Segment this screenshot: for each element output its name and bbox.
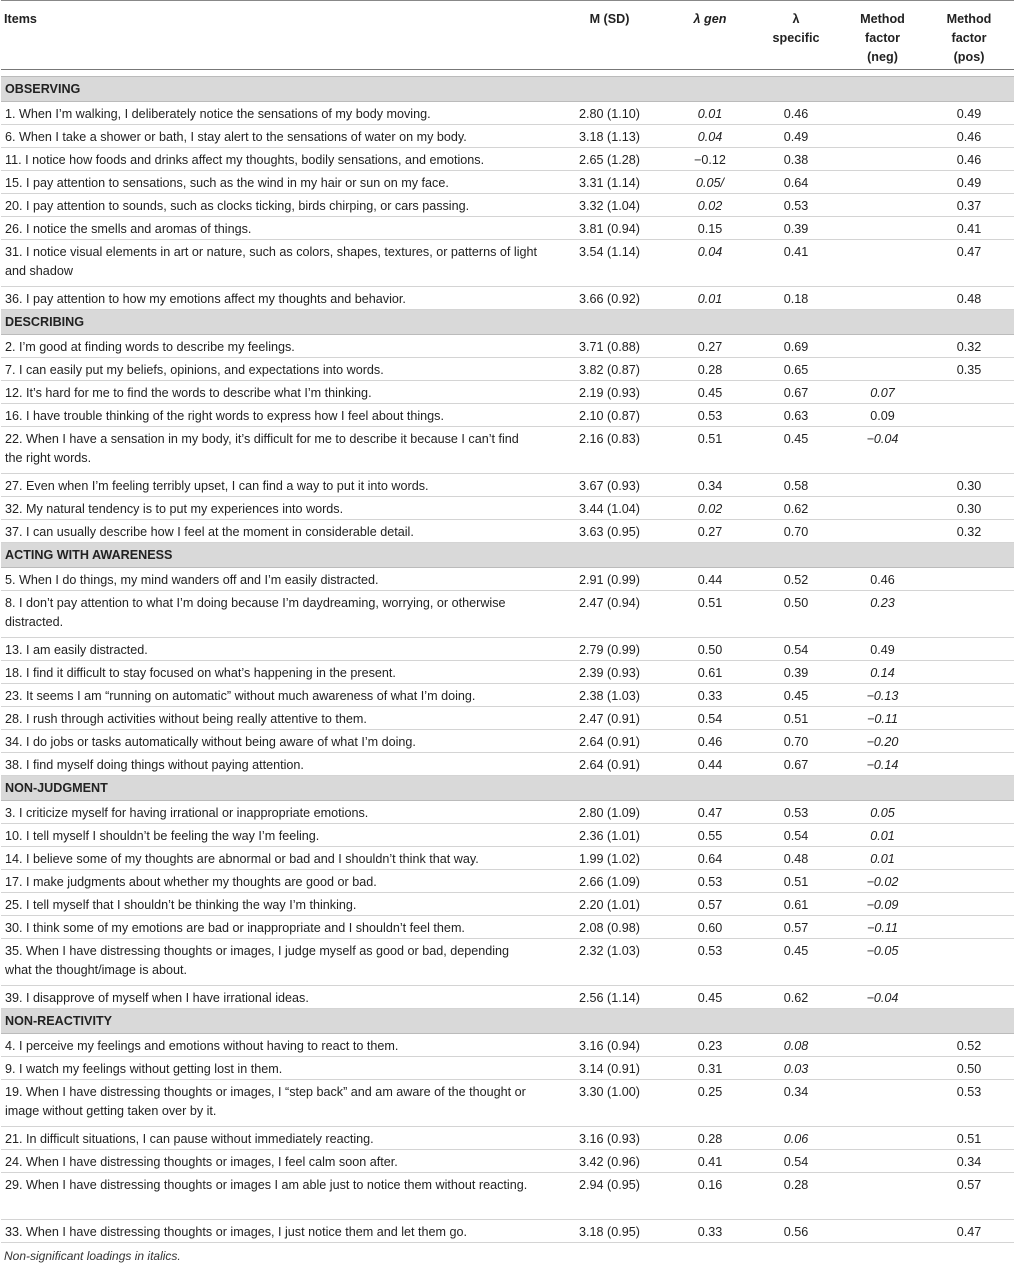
m-sd-cell: 3.14 (0.91) bbox=[550, 1056, 669, 1079]
item-cell: 11. I notice how foods and drinks affect my thoughts, bodily sensations, and emotions. bbox=[1, 147, 550, 170]
method-pos-cell bbox=[924, 938, 1014, 985]
method-pos-cell: 0.46 bbox=[924, 124, 1014, 147]
item-cell: 13. I am easily distracted. bbox=[1, 637, 550, 660]
m-sd-cell: 3.54 (1.14) bbox=[550, 239, 669, 286]
method-pos-cell bbox=[924, 590, 1014, 637]
lambda-specific-cell: 0.54 bbox=[751, 637, 841, 660]
section-header bbox=[1, 309, 1014, 334]
m-sd-cell: 2.08 (0.98) bbox=[550, 915, 669, 938]
lambda-gen-cell: 0.16 bbox=[669, 1172, 751, 1219]
table-row bbox=[1, 239, 1014, 286]
m-sd-cell: 3.81 (0.94) bbox=[550, 216, 669, 239]
m-sd-cell: 2.47 (0.91) bbox=[550, 706, 669, 729]
header-items: Items bbox=[1, 1, 550, 69]
item-cell: 36. I pay attention to how my emotions affect my thoughts and behavior. bbox=[1, 286, 550, 309]
table-row bbox=[1, 800, 1014, 823]
item-cell: 28. I rush through activities without being really attentive to them. bbox=[1, 706, 550, 729]
m-sd-cell: 2.64 (0.91) bbox=[550, 752, 669, 775]
table-row bbox=[1, 496, 1014, 519]
lambda-gen-cell: 0.51 bbox=[669, 426, 751, 473]
lambda-gen-cell: 0.50 bbox=[669, 637, 751, 660]
method-pos-cell bbox=[924, 823, 1014, 846]
loadings-table bbox=[1, 0, 1014, 1243]
method-neg-cell: 0.14 bbox=[841, 660, 924, 683]
item-cell: 27. Even when I’m feeling terribly upset, I can find a way to put it into words. bbox=[1, 473, 550, 496]
table-row bbox=[1, 519, 1014, 542]
lambda-gen-cell: 0.27 bbox=[669, 519, 751, 542]
lambda-specific-cell: 0.53 bbox=[751, 193, 841, 216]
lambda-gen-cell: 0.01 bbox=[669, 101, 751, 124]
table-row bbox=[1, 706, 1014, 729]
lambda-gen-cell: 0.55 bbox=[669, 823, 751, 846]
item-cell: 39. I disapprove of myself when I have irrational ideas. bbox=[1, 985, 550, 1008]
method-pos-cell: 0.30 bbox=[924, 473, 1014, 496]
item-cell: 20. I pay attention to sounds, such as clocks ticking, birds chirping, or cars passing. bbox=[1, 193, 550, 216]
m-sd-cell: 2.36 (1.01) bbox=[550, 823, 669, 846]
method-neg-cell: −0.11 bbox=[841, 915, 924, 938]
lambda-gen-cell: 0.05/ bbox=[669, 170, 751, 193]
lambda-specific-cell: 0.45 bbox=[751, 938, 841, 985]
method-neg-cell: 0.07 bbox=[841, 380, 924, 403]
table-row bbox=[1, 1056, 1014, 1079]
method-neg-cell bbox=[841, 357, 924, 380]
method-pos-cell bbox=[924, 729, 1014, 752]
method-neg-cell: −0.13 bbox=[841, 683, 924, 706]
m-sd-cell: 1.99 (1.02) bbox=[550, 846, 669, 869]
lambda-specific-cell: 0.57 bbox=[751, 915, 841, 938]
item-cell: 10. I tell myself I shouldn’t be feeling the way I’m feeling. bbox=[1, 823, 550, 846]
table-row bbox=[1, 193, 1014, 216]
method-neg-cell: 0.01 bbox=[841, 823, 924, 846]
item-cell: 2. I’m good at finding words to describe my feelings. bbox=[1, 334, 550, 357]
method-neg-cell: 0.01 bbox=[841, 846, 924, 869]
table-row bbox=[1, 938, 1014, 985]
header-lambda-specific: λ specific bbox=[751, 1, 841, 69]
method-neg-cell: 0.05 bbox=[841, 800, 924, 823]
lambda-specific-cell: 0.39 bbox=[751, 216, 841, 239]
m-sd-cell: 3.32 (1.04) bbox=[550, 193, 669, 216]
lambda-specific-cell: 0.50 bbox=[751, 590, 841, 637]
method-neg-cell bbox=[841, 101, 924, 124]
m-sd-cell: 3.66 (0.92) bbox=[550, 286, 669, 309]
lambda-gen-cell: 0.02 bbox=[669, 193, 751, 216]
item-cell: 19. When I have distressing thoughts or images, I “step back” and am aware of the thought or image without getting taken over by it. bbox=[1, 1079, 550, 1126]
lambda-gen-cell: 0.64 bbox=[669, 846, 751, 869]
table-row bbox=[1, 170, 1014, 193]
lambda-specific-cell: 0.39 bbox=[751, 660, 841, 683]
m-sd-cell: 2.56 (1.14) bbox=[550, 985, 669, 1008]
method-neg-cell bbox=[841, 519, 924, 542]
m-sd-cell: 2.65 (1.28) bbox=[550, 147, 669, 170]
method-neg-cell bbox=[841, 286, 924, 309]
section-title: OBSERVING bbox=[1, 76, 1014, 101]
method-pos-cell bbox=[924, 567, 1014, 590]
method-pos-cell: 0.47 bbox=[924, 1219, 1014, 1242]
method-neg-cell: −0.02 bbox=[841, 869, 924, 892]
lambda-gen-cell: 0.51 bbox=[669, 590, 751, 637]
lambda-gen-cell: 0.47 bbox=[669, 800, 751, 823]
lambda-specific-cell: 0.70 bbox=[751, 729, 841, 752]
method-pos-cell bbox=[924, 403, 1014, 426]
method-neg-cell: −0.11 bbox=[841, 706, 924, 729]
lambda-gen-cell: −0.12 bbox=[669, 147, 751, 170]
method-neg-cell bbox=[841, 170, 924, 193]
method-pos-cell: 0.41 bbox=[924, 216, 1014, 239]
section-title: NON-JUDGMENT bbox=[1, 775, 1014, 800]
m-sd-cell: 3.63 (0.95) bbox=[550, 519, 669, 542]
method-neg-cell: 0.49 bbox=[841, 637, 924, 660]
method-pos-cell bbox=[924, 660, 1014, 683]
method-neg-cell: −0.04 bbox=[841, 985, 924, 1008]
table-row bbox=[1, 334, 1014, 357]
m-sd-cell: 3.42 (0.96) bbox=[550, 1149, 669, 1172]
method-pos-cell: 0.57 bbox=[924, 1172, 1014, 1219]
table-row bbox=[1, 915, 1014, 938]
lambda-specific-cell: 0.62 bbox=[751, 985, 841, 1008]
section-title: NON-REACTIVITY bbox=[1, 1008, 1014, 1033]
lambda-gen-cell: 0.53 bbox=[669, 403, 751, 426]
section-header bbox=[1, 76, 1014, 101]
item-cell: 7. I can easily put my beliefs, opinions, and expectations into words. bbox=[1, 357, 550, 380]
item-cell: 18. I find it difficult to stay focused on what’s happening in the present. bbox=[1, 660, 550, 683]
method-pos-cell bbox=[924, 800, 1014, 823]
item-cell: 30. I think some of my emotions are bad or inappropriate and I shouldn’t feel them. bbox=[1, 915, 550, 938]
table-row bbox=[1, 1126, 1014, 1149]
lambda-specific-cell: 0.06 bbox=[751, 1126, 841, 1149]
m-sd-cell: 2.94 (0.95) bbox=[550, 1172, 669, 1219]
table-row bbox=[1, 101, 1014, 124]
item-cell: 33. When I have distressing thoughts or images, I just notice them and let them go. bbox=[1, 1219, 550, 1242]
table-row bbox=[1, 357, 1014, 380]
table-row bbox=[1, 1033, 1014, 1056]
table-header-row bbox=[1, 1, 1014, 69]
method-neg-cell bbox=[841, 1149, 924, 1172]
table-row bbox=[1, 1172, 1014, 1219]
item-cell: 12. It’s hard for me to find the words to describe what I’m thinking. bbox=[1, 380, 550, 403]
section-header bbox=[1, 775, 1014, 800]
lambda-gen-cell: 0.04 bbox=[669, 239, 751, 286]
lambda-gen-cell: 0.41 bbox=[669, 1149, 751, 1172]
item-cell: 8. I don’t pay attention to what I’m doing because I’m daydreaming, worrying, or otherwise distracted. bbox=[1, 590, 550, 637]
lambda-specific-cell: 0.34 bbox=[751, 1079, 841, 1126]
lambda-specific-cell: 0.45 bbox=[751, 426, 841, 473]
method-neg-cell: −0.04 bbox=[841, 426, 924, 473]
lambda-gen-cell: 0.60 bbox=[669, 915, 751, 938]
item-cell: 5. When I do things, my mind wanders off and I’m easily distracted. bbox=[1, 567, 550, 590]
method-pos-cell bbox=[924, 869, 1014, 892]
method-pos-cell: 0.49 bbox=[924, 101, 1014, 124]
m-sd-cell: 2.10 (0.87) bbox=[550, 403, 669, 426]
method-pos-cell bbox=[924, 752, 1014, 775]
lambda-specific-cell: 0.18 bbox=[751, 286, 841, 309]
lambda-specific-cell: 0.56 bbox=[751, 1219, 841, 1242]
table-row bbox=[1, 823, 1014, 846]
table-row bbox=[1, 426, 1014, 473]
table-row bbox=[1, 683, 1014, 706]
m-sd-cell: 2.19 (0.93) bbox=[550, 380, 669, 403]
lambda-specific-cell: 0.63 bbox=[751, 403, 841, 426]
item-cell: 25. I tell myself that I shouldn’t be thinking the way I’m thinking. bbox=[1, 892, 550, 915]
method-pos-cell: 0.37 bbox=[924, 193, 1014, 216]
footnote: Non-significant loadings in italics. bbox=[4, 1248, 181, 1263]
method-pos-cell: 0.53 bbox=[924, 1079, 1014, 1126]
table-row bbox=[1, 216, 1014, 239]
method-neg-cell bbox=[841, 1126, 924, 1149]
lambda-specific-cell: 0.51 bbox=[751, 706, 841, 729]
item-cell: 3. I criticize myself for having irrational or inappropriate emotions. bbox=[1, 800, 550, 823]
lambda-gen-cell: 0.15 bbox=[669, 216, 751, 239]
m-sd-cell: 2.64 (0.91) bbox=[550, 729, 669, 752]
m-sd-cell: 3.31 (1.14) bbox=[550, 170, 669, 193]
lambda-specific-cell: 0.62 bbox=[751, 496, 841, 519]
m-sd-cell: 2.20 (1.01) bbox=[550, 892, 669, 915]
method-pos-cell bbox=[924, 706, 1014, 729]
item-cell: 29. When I have distressing thoughts or images I am able just to notice them without reacting. bbox=[1, 1172, 550, 1219]
lambda-specific-cell: 0.41 bbox=[751, 239, 841, 286]
table-row bbox=[1, 124, 1014, 147]
method-neg-cell: −0.14 bbox=[841, 752, 924, 775]
method-neg-cell: 0.09 bbox=[841, 403, 924, 426]
lambda-gen-cell: 0.57 bbox=[669, 892, 751, 915]
item-cell: 1. When I’m walking, I deliberately notice the sensations of my body moving. bbox=[1, 101, 550, 124]
method-pos-cell: 0.35 bbox=[924, 357, 1014, 380]
item-cell: 31. I notice visual elements in art or nature, such as colors, shapes, textures, or patterns of light and shadow bbox=[1, 239, 550, 286]
section-header bbox=[1, 1008, 1014, 1033]
lambda-specific-cell: 0.52 bbox=[751, 567, 841, 590]
lambda-gen-cell: 0.54 bbox=[669, 706, 751, 729]
method-pos-cell: 0.49 bbox=[924, 170, 1014, 193]
table-row bbox=[1, 380, 1014, 403]
lambda-specific-cell: 0.28 bbox=[751, 1172, 841, 1219]
m-sd-cell: 3.16 (0.93) bbox=[550, 1126, 669, 1149]
m-sd-cell: 2.47 (0.94) bbox=[550, 590, 669, 637]
item-cell: 24. When I have distressing thoughts or images, I feel calm soon after. bbox=[1, 1149, 550, 1172]
method-pos-cell bbox=[924, 426, 1014, 473]
m-sd-cell: 3.71 (0.88) bbox=[550, 334, 669, 357]
table-row bbox=[1, 637, 1014, 660]
table-row bbox=[1, 660, 1014, 683]
lambda-gen-cell: 0.45 bbox=[669, 380, 751, 403]
method-pos-cell: 0.32 bbox=[924, 519, 1014, 542]
method-pos-cell bbox=[924, 892, 1014, 915]
m-sd-cell: 2.32 (1.03) bbox=[550, 938, 669, 985]
item-cell: 22. When I have a sensation in my body, it’s difficult for me to describe it because I can’t find the right words. bbox=[1, 426, 550, 473]
method-neg-cell: −0.20 bbox=[841, 729, 924, 752]
lambda-specific-cell: 0.65 bbox=[751, 357, 841, 380]
table-row bbox=[1, 1219, 1014, 1242]
lambda-gen-cell: 0.33 bbox=[669, 1219, 751, 1242]
lambda-specific-cell: 0.67 bbox=[751, 380, 841, 403]
method-neg-cell bbox=[841, 1033, 924, 1056]
item-cell: 34. I do jobs or tasks automatically without being aware of what I’m doing. bbox=[1, 729, 550, 752]
lambda-gen-cell: 0.53 bbox=[669, 938, 751, 985]
m-sd-cell: 2.39 (0.93) bbox=[550, 660, 669, 683]
method-neg-cell bbox=[841, 473, 924, 496]
m-sd-cell: 2.80 (1.10) bbox=[550, 101, 669, 124]
table-row bbox=[1, 286, 1014, 309]
table-row bbox=[1, 567, 1014, 590]
m-sd-cell: 2.80 (1.09) bbox=[550, 800, 669, 823]
lambda-specific-cell: 0.64 bbox=[751, 170, 841, 193]
method-pos-cell: 0.30 bbox=[924, 496, 1014, 519]
lambda-gen-cell: 0.33 bbox=[669, 683, 751, 706]
item-cell: 35. When I have distressing thoughts or images, I judge myself as good or bad, depending what the thought/image is about. bbox=[1, 938, 550, 985]
lambda-specific-cell: 0.51 bbox=[751, 869, 841, 892]
method-pos-cell: 0.46 bbox=[924, 147, 1014, 170]
table-row bbox=[1, 892, 1014, 915]
m-sd-cell: 3.67 (0.93) bbox=[550, 473, 669, 496]
item-cell: 32. My natural tendency is to put my experiences into words. bbox=[1, 496, 550, 519]
method-pos-cell: 0.52 bbox=[924, 1033, 1014, 1056]
lambda-specific-cell: 0.69 bbox=[751, 334, 841, 357]
method-pos-cell: 0.48 bbox=[924, 286, 1014, 309]
header-method-neg: Method factor (neg) bbox=[841, 1, 924, 69]
method-neg-cell bbox=[841, 1219, 924, 1242]
method-pos-cell: 0.51 bbox=[924, 1126, 1014, 1149]
method-neg-cell: 0.23 bbox=[841, 590, 924, 637]
method-pos-cell bbox=[924, 637, 1014, 660]
m-sd-cell: 2.91 (0.99) bbox=[550, 567, 669, 590]
lambda-specific-cell: 0.48 bbox=[751, 846, 841, 869]
m-sd-cell: 2.79 (0.99) bbox=[550, 637, 669, 660]
method-pos-cell: 0.50 bbox=[924, 1056, 1014, 1079]
table-row bbox=[1, 729, 1014, 752]
lambda-gen-cell: 0.45 bbox=[669, 985, 751, 1008]
lambda-gen-cell: 0.34 bbox=[669, 473, 751, 496]
m-sd-cell: 3.82 (0.87) bbox=[550, 357, 669, 380]
lambda-specific-cell: 0.45 bbox=[751, 683, 841, 706]
m-sd-cell: 3.44 (1.04) bbox=[550, 496, 669, 519]
item-cell: 16. I have trouble thinking of the right words to express how I feel about things. bbox=[1, 403, 550, 426]
lambda-specific-cell: 0.03 bbox=[751, 1056, 841, 1079]
table-row bbox=[1, 590, 1014, 637]
method-pos-cell bbox=[924, 985, 1014, 1008]
lambda-gen-cell: 0.25 bbox=[669, 1079, 751, 1126]
m-sd-cell: 3.18 (0.95) bbox=[550, 1219, 669, 1242]
m-sd-cell: 2.66 (1.09) bbox=[550, 869, 669, 892]
lambda-specific-cell: 0.53 bbox=[751, 800, 841, 823]
lambda-gen-cell: 0.46 bbox=[669, 729, 751, 752]
method-pos-cell: 0.47 bbox=[924, 239, 1014, 286]
lambda-gen-cell: 0.31 bbox=[669, 1056, 751, 1079]
table-row bbox=[1, 752, 1014, 775]
method-pos-cell: 0.32 bbox=[924, 334, 1014, 357]
method-pos-cell bbox=[924, 846, 1014, 869]
item-cell: 38. I find myself doing things without paying attention. bbox=[1, 752, 550, 775]
method-neg-cell: 0.46 bbox=[841, 567, 924, 590]
lambda-gen-cell: 0.02 bbox=[669, 496, 751, 519]
lambda-specific-cell: 0.38 bbox=[751, 147, 841, 170]
table-row bbox=[1, 1079, 1014, 1126]
method-neg-cell bbox=[841, 334, 924, 357]
table-row bbox=[1, 869, 1014, 892]
item-cell: 9. I watch my feelings without getting lost in them. bbox=[1, 1056, 550, 1079]
table-row bbox=[1, 846, 1014, 869]
method-neg-cell bbox=[841, 193, 924, 216]
lambda-gen-cell: 0.01 bbox=[669, 286, 751, 309]
method-pos-cell bbox=[924, 380, 1014, 403]
section-title: ACTING WITH AWARENESS bbox=[1, 542, 1014, 567]
item-cell: 17. I make judgments about whether my thoughts are good or bad. bbox=[1, 869, 550, 892]
method-neg-cell bbox=[841, 216, 924, 239]
m-sd-cell: 3.30 (1.00) bbox=[550, 1079, 669, 1126]
m-sd-cell: 3.16 (0.94) bbox=[550, 1033, 669, 1056]
lambda-specific-cell: 0.54 bbox=[751, 823, 841, 846]
method-pos-cell: 0.34 bbox=[924, 1149, 1014, 1172]
item-cell: 15. I pay attention to sensations, such as the wind in my hair or sun on my face. bbox=[1, 170, 550, 193]
item-cell: 26. I notice the smells and aromas of things. bbox=[1, 216, 550, 239]
item-cell: 23. It seems I am “running on automatic” without much awareness of what I’m doing. bbox=[1, 683, 550, 706]
header-method-pos: Method factor (pos) bbox=[924, 1, 1014, 69]
table-row bbox=[1, 403, 1014, 426]
item-cell: 6. When I take a shower or bath, I stay alert to the sensations of water on my body. bbox=[1, 124, 550, 147]
lambda-gen-cell: 0.28 bbox=[669, 1126, 751, 1149]
table-row bbox=[1, 147, 1014, 170]
section-header bbox=[1, 542, 1014, 567]
m-sd-cell: 2.16 (0.83) bbox=[550, 426, 669, 473]
m-sd-cell: 2.38 (1.03) bbox=[550, 683, 669, 706]
lambda-gen-cell: 0.44 bbox=[669, 752, 751, 775]
method-neg-cell bbox=[841, 1172, 924, 1219]
lambda-specific-cell: 0.08 bbox=[751, 1033, 841, 1056]
lambda-gen-cell: 0.23 bbox=[669, 1033, 751, 1056]
method-neg-cell bbox=[841, 496, 924, 519]
lambda-gen-cell: 0.61 bbox=[669, 660, 751, 683]
section-title: DESCRIBING bbox=[1, 309, 1014, 334]
method-pos-cell bbox=[924, 915, 1014, 938]
method-neg-cell bbox=[841, 1079, 924, 1126]
lambda-gen-cell: 0.53 bbox=[669, 869, 751, 892]
table-row bbox=[1, 1149, 1014, 1172]
table-row bbox=[1, 473, 1014, 496]
lambda-specific-cell: 0.61 bbox=[751, 892, 841, 915]
item-cell: 37. I can usually describe how I feel at the moment in considerable detail. bbox=[1, 519, 550, 542]
item-cell: 21. In difficult situations, I can pause without immediately reacting. bbox=[1, 1126, 550, 1149]
lambda-specific-cell: 0.70 bbox=[751, 519, 841, 542]
header-m-sd: M (SD) bbox=[550, 1, 669, 69]
item-cell: 14. I believe some of my thoughts are abnormal or bad and I shouldn’t think that way. bbox=[1, 846, 550, 869]
m-sd-cell: 3.18 (1.13) bbox=[550, 124, 669, 147]
lambda-gen-cell: 0.27 bbox=[669, 334, 751, 357]
method-neg-cell: −0.05 bbox=[841, 938, 924, 985]
lambda-specific-cell: 0.49 bbox=[751, 124, 841, 147]
method-pos-cell bbox=[924, 683, 1014, 706]
method-neg-cell bbox=[841, 124, 924, 147]
method-neg-cell bbox=[841, 147, 924, 170]
lambda-specific-cell: 0.46 bbox=[751, 101, 841, 124]
lambda-specific-cell: 0.58 bbox=[751, 473, 841, 496]
lambda-gen-cell: 0.28 bbox=[669, 357, 751, 380]
lambda-specific-cell: 0.67 bbox=[751, 752, 841, 775]
table-row bbox=[1, 985, 1014, 1008]
method-neg-cell bbox=[841, 239, 924, 286]
lambda-gen-cell: 0.44 bbox=[669, 567, 751, 590]
method-neg-cell: −0.09 bbox=[841, 892, 924, 915]
item-cell: 4. I perceive my feelings and emotions without having to react to them. bbox=[1, 1033, 550, 1056]
lambda-specific-cell: 0.54 bbox=[751, 1149, 841, 1172]
header-lambda-gen: λ gen bbox=[669, 1, 751, 69]
method-neg-cell bbox=[841, 1056, 924, 1079]
table-body bbox=[1, 76, 1014, 1243]
lambda-gen-cell: 0.04 bbox=[669, 124, 751, 147]
